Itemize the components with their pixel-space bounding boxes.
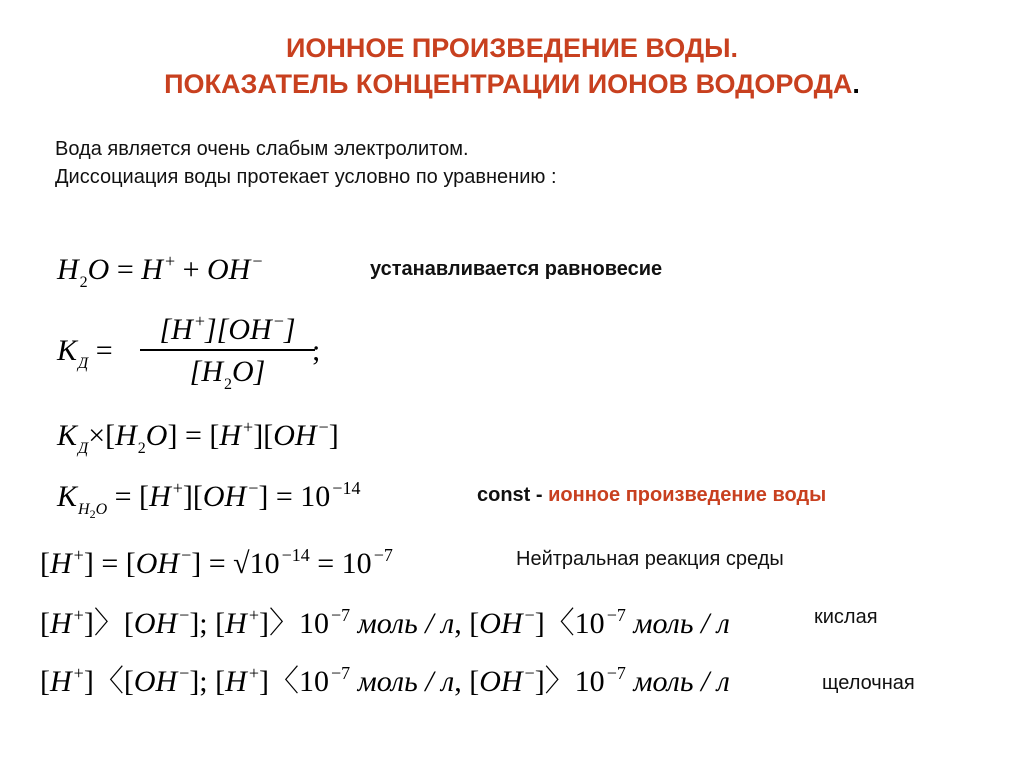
equation-dissociation: $H_2O = H$ + + OH − (57, 251, 263, 291)
note-neutral: Нейтральная реакция среды (516, 548, 784, 570)
note-const (477, 484, 826, 507)
title-line-2 (0, 66, 1024, 102)
equation-kd-fraction (140, 311, 315, 391)
note-acidic: кислая (814, 606, 878, 628)
note-const-prefix: const - (477, 484, 549, 506)
equation-kd-product: $K_Д\times[H_2O] = [H$ +][OH −] (57, 417, 339, 457)
fraction-bar (140, 349, 315, 351)
intro-line-1: Вода является очень слабым электролитом. (55, 138, 469, 160)
note-alkaline: щелочная (822, 672, 915, 694)
fraction-numerator: [H +][OH −] (159, 311, 296, 346)
title-line-1: ИОННОЕ ПРОИЗВЕДЕНИЕ ВОДЫ. (285, 33, 739, 63)
slide-title (0, 30, 1024, 102)
fraction-denominator: $[H_2O]$ (189, 355, 266, 393)
intro-line-2: Диссоциация воды протекает условно по уравнению : (55, 166, 557, 188)
note-equilibrium: устанавливается равновесие (370, 258, 663, 280)
intro-text (55, 135, 557, 191)
title-dot: . (852, 69, 860, 99)
equation-alkaline: [H +]〈[OH −]; [H +]〈10 $^{-7}$ моль / л, [OH −]〉10 $^{-7}$ моль / л (40, 663, 730, 698)
note-const-label: ионное произведение воды (548, 484, 827, 506)
equation-neutral: [H +] = [OH −] = √10 $^{-14}$ = 10 $^{-7}$ (40, 545, 393, 580)
equation-kd-semicolon: ; (312, 334, 321, 367)
equation-ion-product: $K_{H_2O} = [H$ +][OH −] = 10 $^{-14}$ (57, 478, 361, 521)
equation-acidic: [H +]〉[OH −]; [H +]〉10 $^{-7}$ моль / л, [OH −]〈10 $^{-7}$ моль / л (40, 605, 730, 640)
title-line-2-text: ПОКАЗАТЕЛЬ КОНЦЕНТРАЦИИ ИОНОВ ВОДОРОДА (164, 69, 853, 99)
equation-kd-symbol: $K_Д$ = (57, 334, 113, 372)
